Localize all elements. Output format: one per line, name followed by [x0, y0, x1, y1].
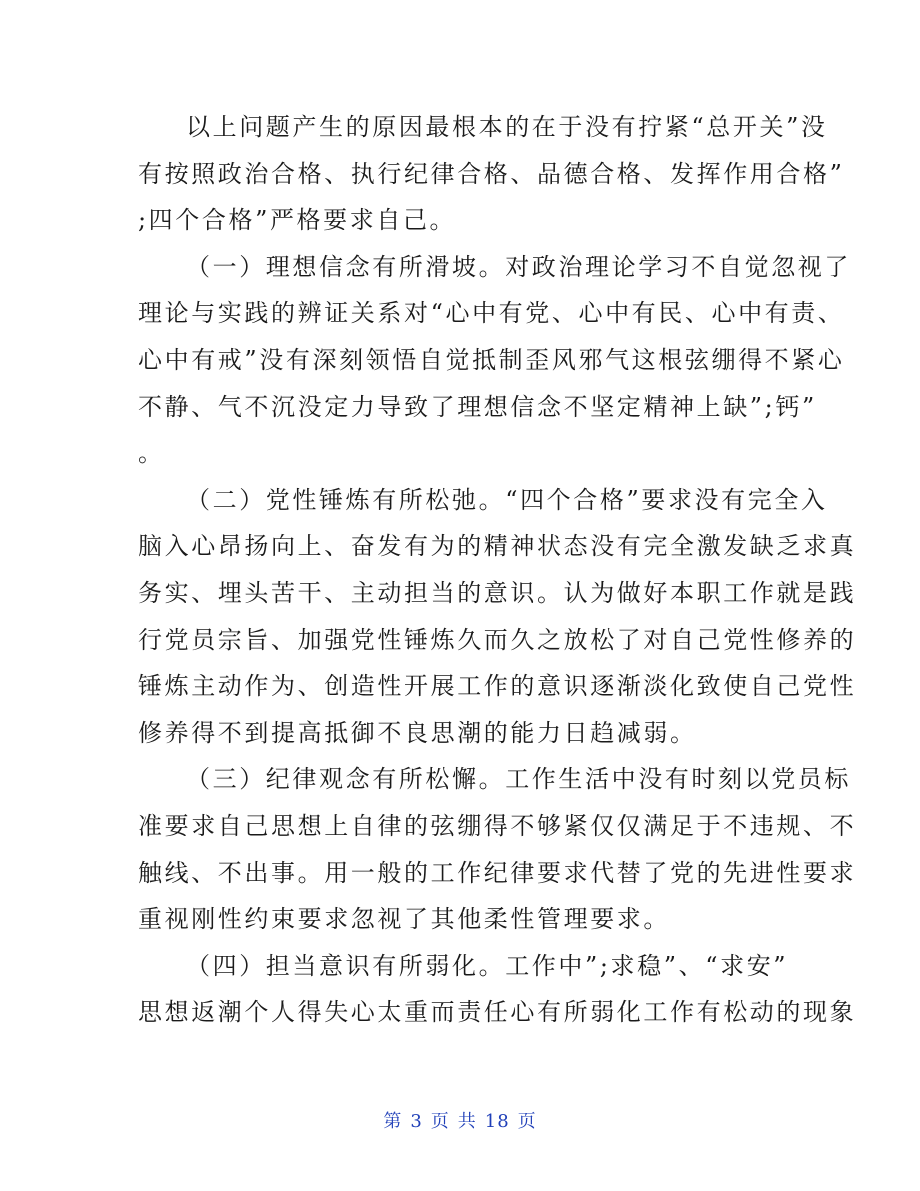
text-line: 理论与实践的辨证关系对“心中有党、心中有民、心中有责、 [138, 299, 845, 328]
text-line: 不静、气不沉没定力导致了理想信念不坚定精神上缺”;钙” [138, 392, 817, 421]
page-footer [0, 1110, 920, 1134]
paragraph-section-4 [138, 943, 857, 1036]
text-line: 思想返潮个人得失心太重而责任心有所弱化工作有松动的现象 [138, 998, 857, 1027]
text-line: 。 [138, 439, 165, 468]
text-line: 心中有戒”没有深刻领悟自觉抵制歪风邪气这根弦绷得不紧心 [138, 345, 845, 374]
text-line: （二）党性锤炼有所松弛。“四个合格”要求没有完全入 [186, 485, 828, 514]
text-line: 修养得不到提高抵御不良思潮的能力日趋减弱。 [138, 718, 697, 747]
text-line: （一）理想信念有所滑坡。对政治理论学习不自觉忽视了 [186, 252, 851, 281]
text-line: 触线、不出事。用一般的工作纪律要求代替了党的先进性要求 [138, 858, 857, 887]
paragraph-section-1 [138, 244, 851, 477]
paragraph-section-2 [138, 477, 857, 757]
footer-current-page: 3 [410, 1111, 423, 1132]
text-line: 务实、埋头苦干、主动担当的意识。认为做好本职工作就是践 [138, 578, 857, 607]
text-line: 准要求自己思想上自律的弦绷得不够紧仅仅满足于不违规、不 [138, 811, 857, 840]
footer-page-unit: 页 [430, 1111, 450, 1132]
text-line: 行党员宗旨、加强党性锤炼久而久之放松了对自己党性修养的 [138, 625, 857, 654]
text-line: ;四个合格”严格要求自己。 [138, 206, 457, 235]
text-line: 有按照政治合格、执行纪律合格、品德合格、发挥作用合格” [138, 159, 845, 188]
text-line: （四）担当意识有所弱化。工作中”;求稳”、“求安” [186, 951, 789, 980]
footer-prefix: 第 [383, 1111, 403, 1132]
text-line: （三）纪律观念有所松懈。工作生活中没有时刻以党员标 [186, 765, 851, 794]
footer-total-prefix: 共 [457, 1111, 477, 1132]
text-line: 锤炼主动作为、创造性开展工作的意识逐渐淡化致使自己党性 [138, 672, 857, 701]
text-line: 以上问题产生的原因最根本的在于没有拧紧“总开关”没 [186, 113, 828, 141]
paragraph-intro [138, 104, 845, 244]
footer-total-pages: 18 [484, 1111, 510, 1132]
text-line: 重视刚性约束要求忽视了其他柔性管理要求。 [138, 905, 670, 934]
text-line: 脑入心昂扬向上、奋发有为的精神状态没有完全激发缺乏求真 [138, 532, 857, 561]
body-text [138, 104, 857, 1036]
paragraph-section-3 [138, 756, 857, 942]
footer-total-unit: 页 [517, 1111, 537, 1132]
